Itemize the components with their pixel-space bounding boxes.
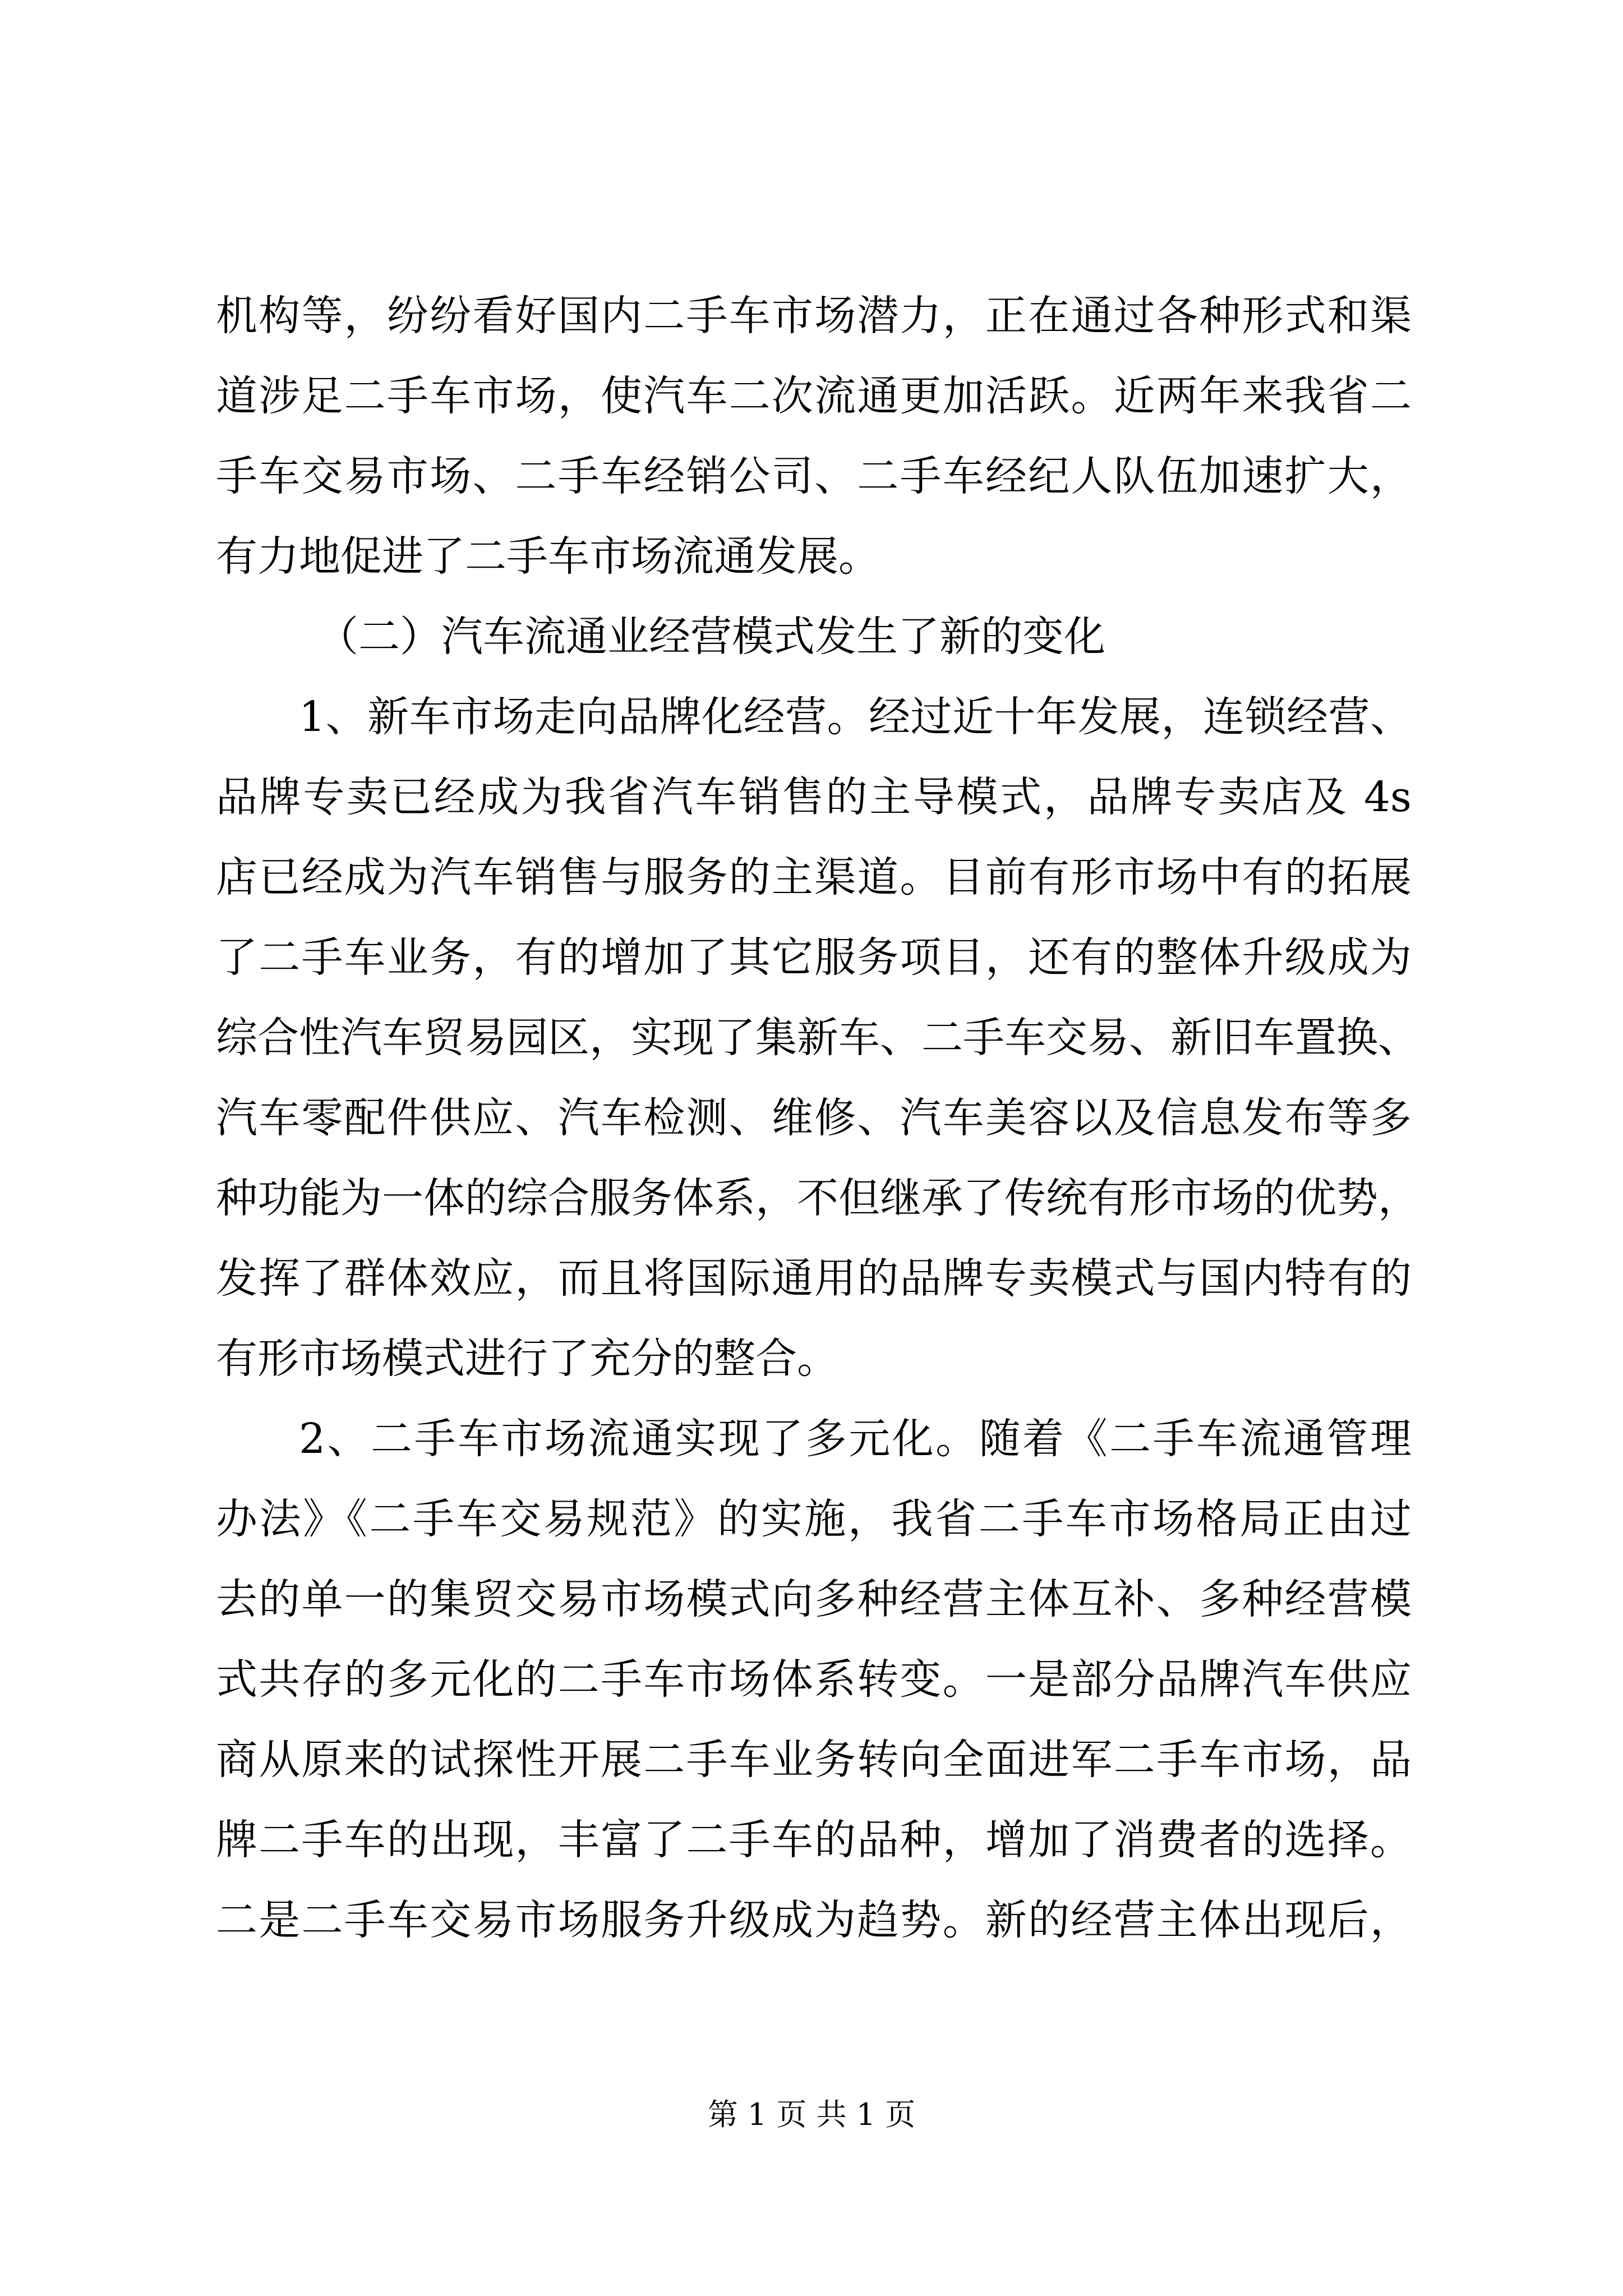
- paragraph-line: 手车交易市场、二手车经销公司、二手车经纪人队伍加速扩大，: [216, 452, 1412, 500]
- paragraph-line: 了二手车业务，有的增加了其它服务项目，还有的整体升级成为: [216, 933, 1412, 982]
- paragraph-line: 办法》《二手车交易规范》的实施，我省二手车市场格局正由过: [216, 1495, 1412, 1543]
- page-footer: 第 1 页 共 1 页: [707, 2097, 916, 2132]
- paragraph-line: 综合性汽车贸易园区，实现了集新车、二手车交易、新旧车置换、: [216, 1014, 1419, 1062]
- paragraph-line: 2、二手车市场流通实现了多元化。随着《二手车流通管理: [299, 1415, 1412, 1463]
- paragraph-line: 商从原来的试探性开展二手车业务转向全面进军二手车市场，品: [216, 1736, 1412, 1784]
- paragraph-line: 汽车零配件供应、汽车检测、维修、汽车美容以及信息发布等多: [216, 1094, 1412, 1142]
- paragraph-line: 二是二手车交易市场服务升级成为趋势。新的经营主体出现后，: [216, 1896, 1412, 1944]
- section-heading: （二）汽车流通业经营模式发生了新的变化: [317, 613, 1105, 661]
- paragraph-line: 店已经成为汽车销售与服务的主渠道。目前有形市场中有的拓展: [216, 853, 1412, 901]
- paragraph-line: 牌二手车的出现，丰富了二手车的品种，增加了消费者的选择。: [216, 1816, 1412, 1864]
- paragraph-line: 1、新车市场走向品牌化经营。经过近十年发展，连锁经营、: [299, 693, 1412, 741]
- paragraph-line: 道涉足二手车市场，使汽车二次流通更加活跃。近两年来我省二: [216, 372, 1412, 420]
- paragraph-line: 发挥了群体效应，而且将国际通用的品牌专卖模式与国内特有的: [216, 1254, 1412, 1303]
- paragraph-line: 式共存的多元化的二手车市场体系转变。一是部分品牌汽车供应: [216, 1655, 1412, 1704]
- paragraph-line: 种功能为一体的综合服务体系，不但继承了传统有形市场的优势，: [216, 1174, 1419, 1222]
- paragraph-line: 有力地促进了二手车市场流通发展。: [216, 532, 880, 581]
- paragraph-line: 品牌专卖已经成为我省汽车销售的主导模式，品牌专卖店及 4s: [216, 773, 1412, 821]
- paragraph-line: 有形市场模式进行了充分的整合。: [216, 1335, 838, 1383]
- paragraph-line: 去的单一的集贸交易市场模式向多种经营主体互补、多种经营模: [216, 1575, 1412, 1623]
- paragraph-line: 机构等，纷纷看好国内二手车市场潜力，正在通过各种形式和渠: [216, 292, 1412, 340]
- document-body: [216, 276, 1419, 1961]
